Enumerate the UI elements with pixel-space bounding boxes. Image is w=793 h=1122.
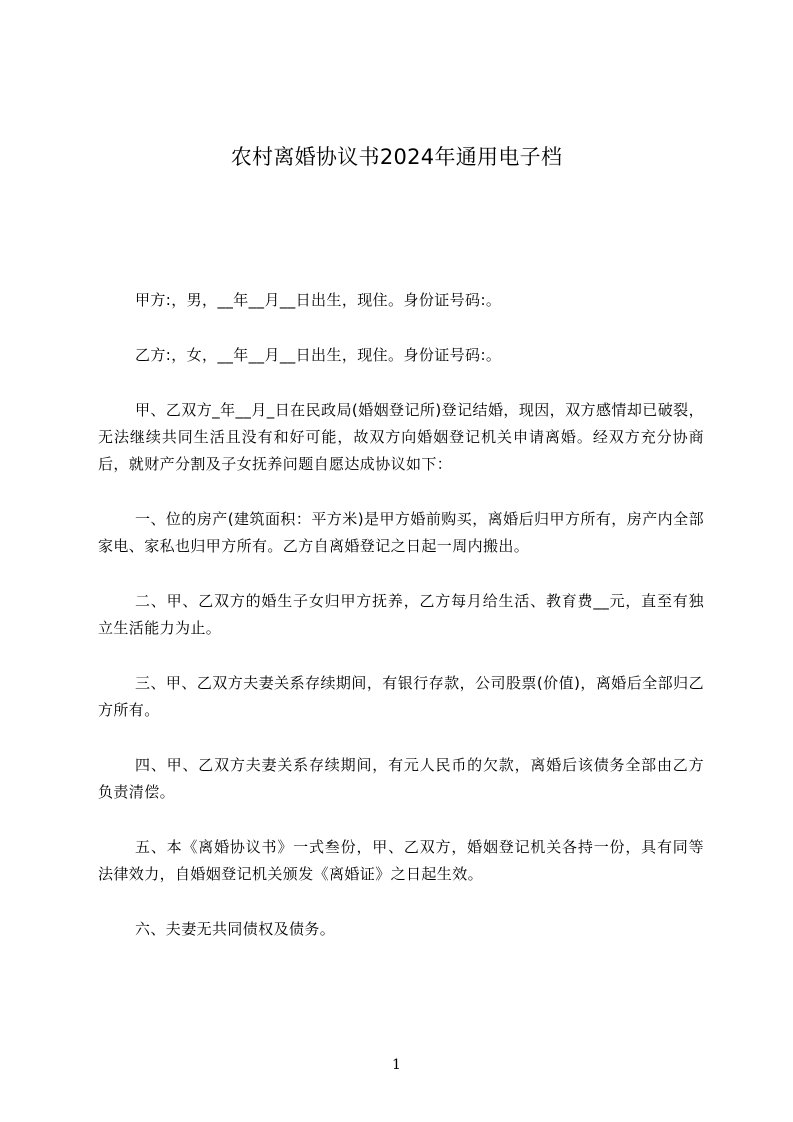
paragraph-clause-4: 四、甲、乙双方夫妻关系存续期间，有元人民币的欠款，离婚后该债务全部由乙方负责清偿。 (98, 756, 704, 801)
paragraph-clause-5: 五、本《离婚协议书》一式叁份，甲、乙双方，婚姻登记机关各持一份，具有同等法律效力，自婚姻登记机关颁发《离婚证》之日起生效。 (98, 838, 704, 883)
paragraph-clause-2: 二、甲、乙双方的婚生子女归甲方抚养，乙方每月给生活、教育费__元，直至有独立生活能力为止。 (98, 592, 704, 637)
paragraph-clause-3: 三、甲、乙双方夫妻关系存续期间，有银行存款，公司股票(价值)，离婚后全部归乙方所有。 (98, 674, 704, 719)
paragraph-party-a: 甲方:，男，__年__月__日出生，现住。身份证号码:。 (135, 291, 502, 309)
document-title: 农村离婚协议书2024年通用电子档 (230, 145, 563, 169)
page-number: 1 (392, 1057, 401, 1073)
paragraph-clause-1: 一、位的房产(建筑面积：平方米)是甲方婚前购买，离婚后归甲方所有，房产内全部家电、家私也归甲方所有。乙方自离婚登记之日起一周内搬出。 (98, 510, 704, 555)
paragraph-preamble: 甲、乙双方_年__月_日在民政局(婚姻登记所)登记结婚，现因，双方感情却已破裂，无法继续共同生活且没有和好可能，故双方向婚姻登记机关申请离婚。经双方充分协商后，就财产分割及子女抚养问题自愿达成协议如下： (98, 401, 704, 473)
paragraph-clause-6: 六、夫妻无共同债权及债务。 (135, 920, 336, 938)
document-body (98, 287, 704, 971)
paragraph-party-b: 乙方:，女，__年__月__日出生，现住。身份证号码:。 (135, 346, 502, 364)
